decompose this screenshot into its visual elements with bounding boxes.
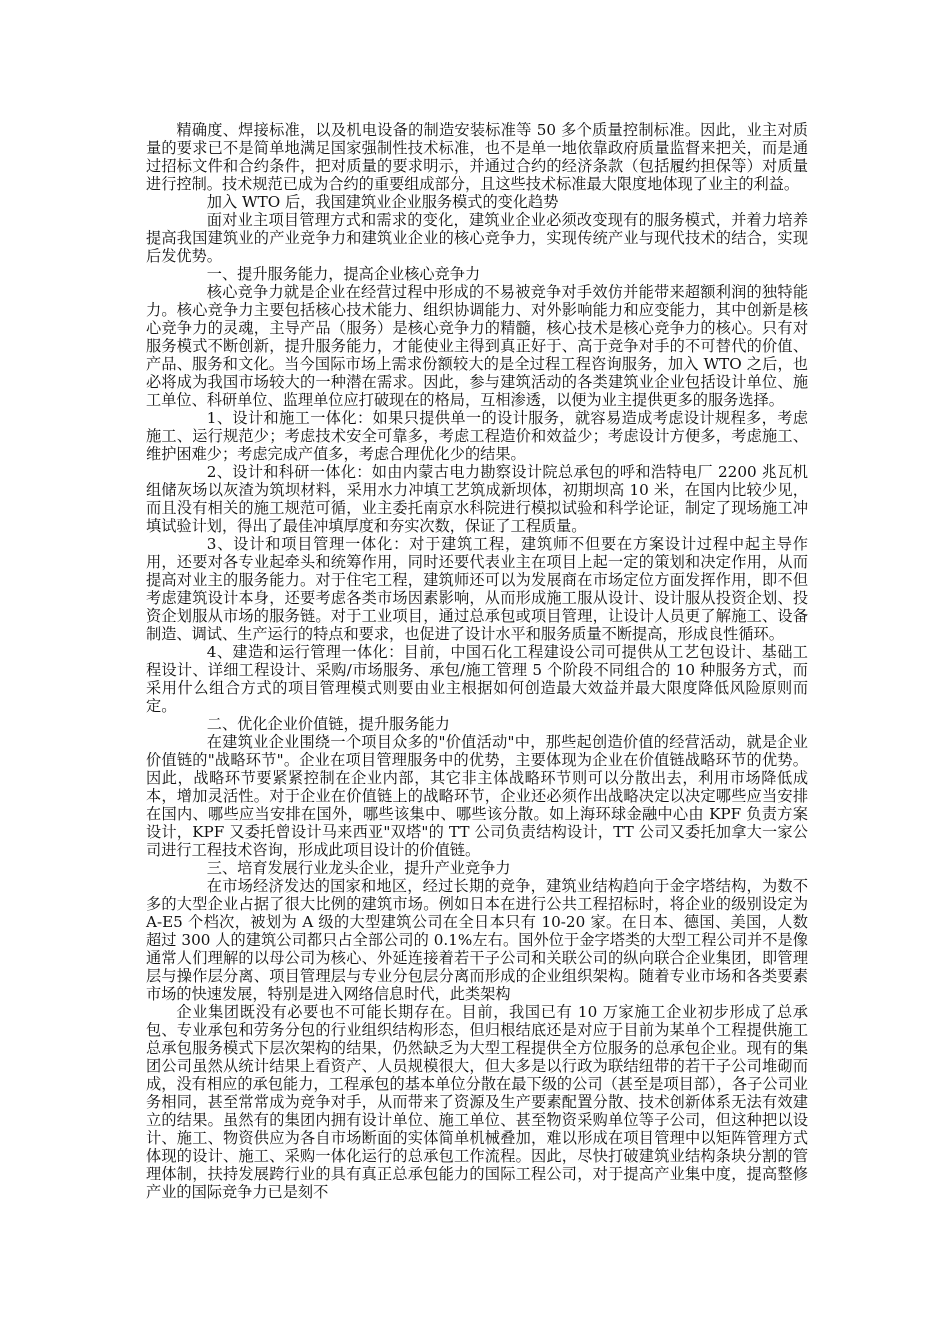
document-page [146, 121, 808, 1201]
heading-section-two: 二、优化企业价值链，提升服务能力 [206, 715, 450, 733]
heading-wto-trends: 加入 WTO 后，我国建筑业企业服务模式的变化趋势 [206, 193, 559, 211]
paragraph-enterprise-groups: 企业集团既没有必要也不可能长期存在。目前，我国已有 10 万家施工企业初步形成了总承包、专业承包和劳务分包的行业组织结构形态，但归根结底还是对应于目前为某单个工程提供施工总承包服务模式下层次架构的结果，仍然缺乏为大型工程提供全方位服务的总承包企业。现有的集团公司虽然从统计结果上看资产、人员规模很大，但大多是以行政为联结纽带的若干子公司堆砌而成，没有相应的承包能力，工程承包的基本单位分散在最下级的公司（甚至是项目部），各子公司业务相同，甚至常常成为竞争对手，从而带来了资源及生产要素配置分散、技术创新体系无法有效建立的结果。虽然有的集团内拥有设计单位、施工单位、甚至物资采购单位等子公司，但这种把以设计、施工、物资供应为各自市场断面的实体简单机械叠加，难以形成在项目管理中以矩阵管理方式体现的设计、施工、采购一体化运行的总承包工作流程。因此，尽快打破建筑业结构条块分割的管理体制，扶持发展跨行业的具有真正总承包能力的国际工程公司，对于提高产业集中度，提高整修产业的国际竞争力已是刻不 [146, 1003, 808, 1201]
paragraph-item-2: 2、设计和科研一体化：如由内蒙古电力勘察设计院总承包的呼和浩特电厂 2200 兆瓦机组储灰场以灰渣为筑坝材料，采用水力冲填工艺筑成新坝体，初期坝高 10 米，在国内比较少见，而且没有相关的施工规范可循，业主委托南京水科院进行模拟试验和科学论证，制定了现场施工冲填试验计划，得出了最佳冲填厚度和夯实次数，保证了工程质量。 [146, 463, 808, 535]
heading-section-one: 一、提升服务能力，提高企业核心竞争力 [206, 265, 481, 283]
paragraph-item-1: 1、设计和施工一体化：如果只提供单一的设计服务，就容易造成考虑设计规程多，考虑施工、运行规范少；考虑技术安全可靠多，考虑工程造价和效益少；考虑设计方便多，考虑施工、维护困难少；考虑完成产值多，考虑合理优化少的结果。 [146, 409, 808, 463]
paragraph-item-4: 4、建造和运行管理一体化：目前，中国石化工程建设公司可提供从工艺包设计、基础工程设计、详细工程设计、采购/市场服务、承包/施工管理 5 个阶段不同组合的 10 种服务方式，而采用什么组合方式的项目管理模式则要由业主根据如何创造最大效益并最大限度降低风险原则而定。 [146, 643, 808, 715]
paragraph-pyramid-structure: 在市场经济发达的国家和地区，经过长期的竞争，建筑业结构趋向于金字塔结构，为数不多的大型企业占据了很大比例的建筑市场。例如日本在进行公共工程招标时，将企业的级别设定为 A-E5 个档次，被划为 A 级的大型建筑公司在全日本只有 10-20 家。在日本、德国、美国，人数超过 300 人的建筑公司都只占全部公司的 0.1%左右。国外位于金字塔类的大型工程公司并不是像通常人们理解的以母公司为核心、外延连接着若干子公司和关联公司的纵向联合企业集团，即管理层与操作层分离、项目管理层与专业分包层分离而形成的企业组织架构。随着专业市场和各类要素市场的快速发展，特别是进入网络信息时代，此类架构 [146, 877, 808, 1003]
paragraph-value-chain: 在建筑业企业围绕一个项目众多的"价值活动"中，那些起创造价值的经营活动，就是企业价值链的"战略环节"。企业在项目管理服务中的优势，主要体现为企业在价值链战略环节的优势。因此，战略环节要紧紧控制在企业内部，其它非主体战略环节则可以分散出去，利用市场降低成本，增加灵活性。对于企业在价值链上的战略环节，企业还必须作出战略决定以决定哪些应当安排在国内、哪些应当安排在国外，哪些该集中、哪些该分散。如上海环球金融中心由 KPF 负责方案设计，KPF 又委托曾设计马来西亚"双塔"的 TT 公司负责结构设计，TT 公司又委托加拿大一家公司进行工程技术咨询，形成此项目设计的价值链。 [146, 733, 808, 859]
heading-section-three: 三、培育发展行业龙头企业，提升产业竞争力 [206, 859, 511, 877]
paragraph-item-3: 3、设计和项目管理一体化：对于建筑工程，建筑师不但要在方案设计过程中起主导作用，还要对各专业起牵头和统筹作用，同时还要代表业主在项目上起一定的策划和决定作用，从而提高对业主的服务能力。对于住宅工程，建筑师还可以为发展商在市场定位方面发挥作用，即不但考虑建筑设计本身，还要考虑各类市场因素影响，从而形成施工服从设计、设计服从投资企划、投资企划服从市场的服务链。对于工业项目，通过总承包或项目管理，让设计人员更了解施工、设备制造、调试、生产运行的特点和要求，也促进了设计水平和服务质量不断提高，形成良性循环。 [146, 535, 808, 643]
paragraph-quality-standards: 精确度、焊接标准，以及机电设备的制造安装标准等 50 多个质量控制标准。因此，业主对质量的要求已不是简单地满足国家强制性技术标准，也不是单一地依靠政府质量监督来把关，而是通过招标文件和合约条件，把对质量的要求明示，并通过合约的经济条款（包括履约担保等）对质量进行控制。技术规范已成为合约的重要组成部分，且这些技术标准最大限度地体现了业主的利益。 [146, 121, 808, 193]
paragraph-service-model-change: 面对业主项目管理方式和需求的变化，建筑业企业必须改变现有的服务模式，并着力培养提高我国建筑业的产业竞争力和建筑业企业的核心竞争力，实现传统产业与现代技术的结合，实现后发优势。 [146, 211, 808, 265]
paragraph-core-competence: 核心竞争力就是企业在经营过程中形成的不易被竞争对手效仿并能带来超额利润的独特能力。核心竞争力主要包括核心技术能力、组织协调能力、对外影响能力和应变能力，其中创新是核心竞争力的灵魂，主导产品（服务）是核心竞争力的精髓，核心技术是核心竞争力的核心。只有对服务模式不断创新，提升服务能力，才能使业主得到真正好于、高于竞争对手的不可替代的价值、产品、服务和文化。当今国际市场上需求份额较大的是全过程工程咨询服务，加入 WTO 之后，也必将成为我国市场较大的一种潜在需求。因此，参与建筑活动的各类建筑业企业包括设计单位、施工单位、科研单位、监理单位应打破现在的格局，互相渗透，以便为业主提供更多的服务选择。 [146, 283, 808, 409]
